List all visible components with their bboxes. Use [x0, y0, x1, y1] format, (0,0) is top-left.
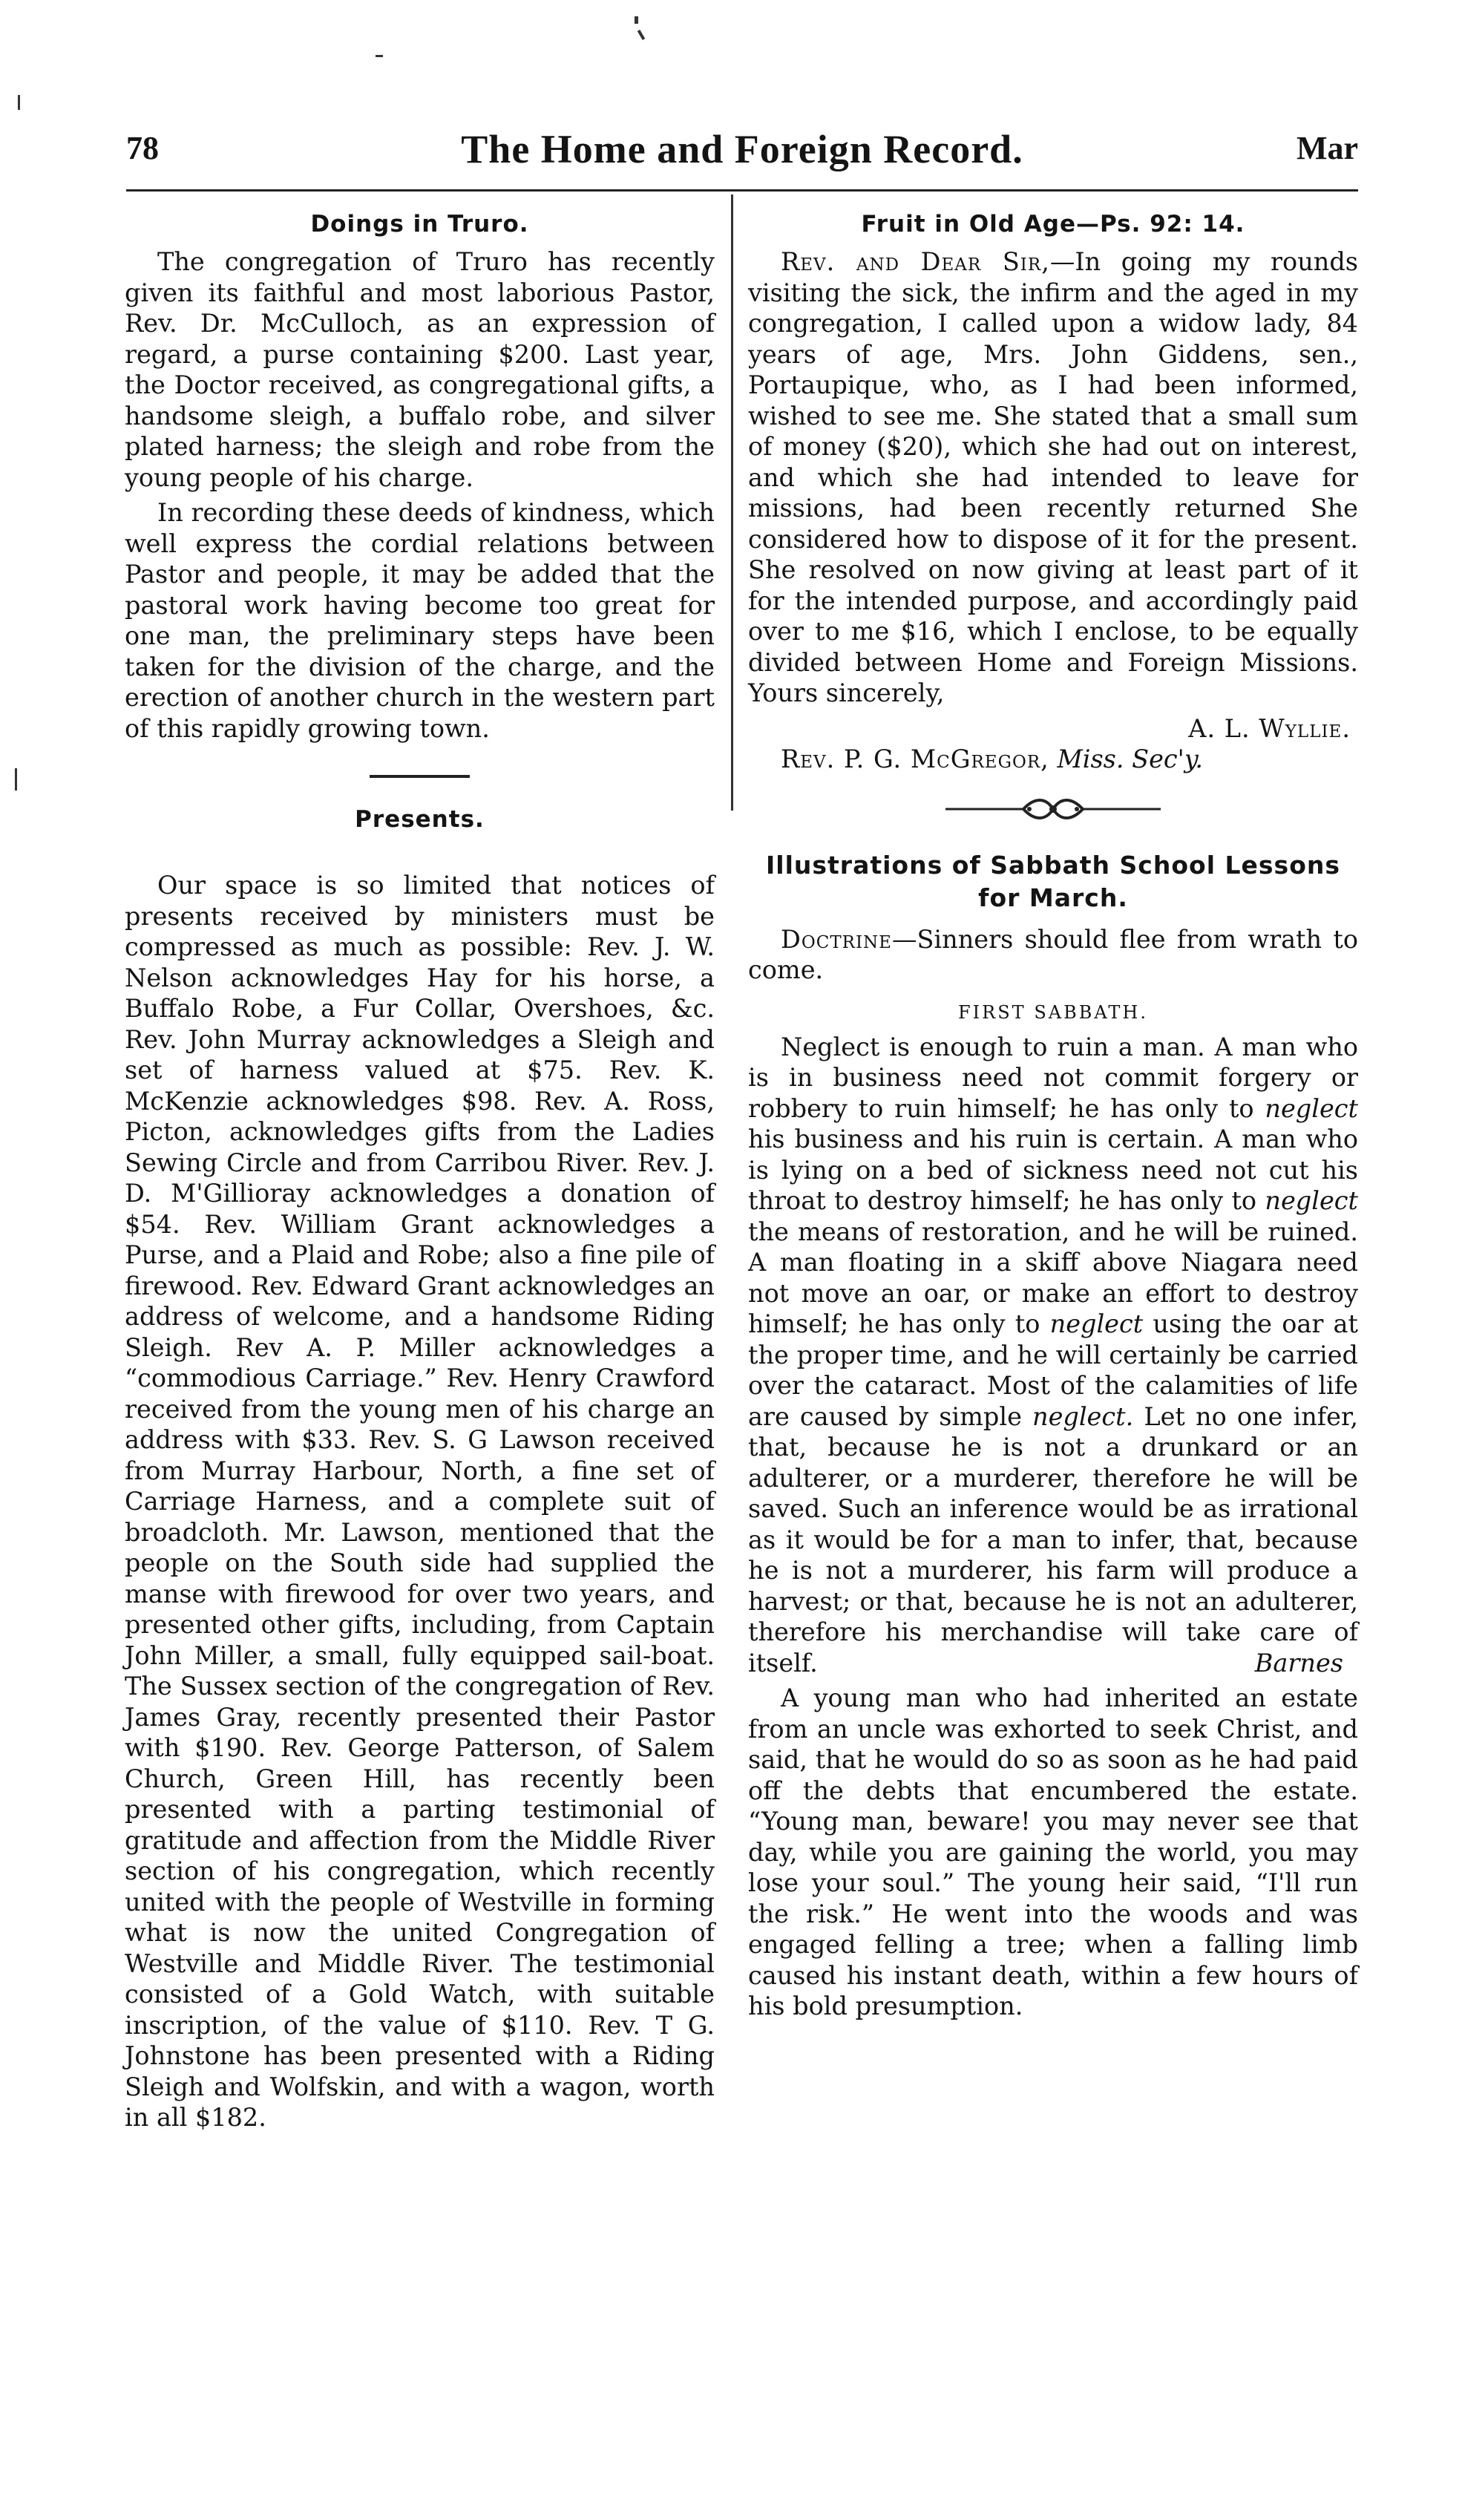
doctrine-line [748, 924, 1358, 986]
letter-salutation: Rev. and Dear Sir, [781, 247, 1050, 276]
scan-mark [15, 768, 17, 791]
truro-paragraph-1: The congregation of Truro has recently given its faithful and most laborious Pastor, Rev. Dr. McCulloch, as an expression of regard, a purse containing $200. Last year, the Doctor received, as congregational gifts, a handsome sleigh, a buffalo robe, and silver plated harness; the sleigh and robe from the young people of his charge. [125, 247, 715, 492]
neglect-emphasis-3: neglect [1049, 1309, 1144, 1339]
section-title-fruit: Fruit in Old Age—Ps. 92: 14. [861, 211, 1245, 238]
neglect-text-3: the means of restoration, and he will be ruined. A man floating in a skiff above Niagara need not move an oar, or make an effort to destroy himself; he has only to [748, 1217, 1358, 1339]
section-divider [370, 775, 470, 778]
section-title-truro: Doings in Truro. [310, 211, 529, 238]
scan-mark [18, 95, 20, 110]
truro-paragraph-2: In recording these deeds of kindness, which well express the cordial relations between Pastor and people, it may be added that the pastoral work having become too great for one man, the preliminary steps have been taken for the division of the charge, and the erection of another church in the western part of this rapidly growing town. [125, 498, 715, 743]
neglect-text-1: Neglect is enough to ruin a man. A man who is in business need not commit forgery or robbery to ruin himself; he has only to [748, 1032, 1358, 1123]
doctrine-text: —Sinners should flee from wrath to come. [748, 924, 1358, 985]
neglect-text-2: his business and his ruin is certain. A man who is lying on a bed of sickness need not cut his throat to destroy himself; he has only to [748, 1125, 1358, 1216]
neglect-emphasis-2: neglect [1265, 1186, 1358, 1216]
section-title-illustrations: Illustrations of Sabbath School Lessons for March. [765, 850, 1341, 913]
letter-text: —In going my rounds visiting the sick, the infirm and the aged in my congregation, I called upon a widow lady, 84 years of age, Mrs. John Giddens, sen., Portaupique, who, as I had been informed, wished to see me. She stated that a small sum of money ($20), which she had out on interest, and which she had intended to leave for missions, had been recently returned She considered how to dispose of it for the present. She resolved on now giving at least part of it for the intended purpose, and accordingly paid over to me $16, which I enclose, to be equally divided between Home and Foreign Missions. [748, 247, 1358, 677]
young-man-paragraph: A young man who had inherited an estate from an uncle was exhorted to seek Christ, and said, that he would do so as soon as he had paid off the debts that encumbered the estate. “Young man, beware! you may never see that day, while you are gaining the world, you may lose your soul.” The young heir said, “I'll run the risk.” He went into the woods and was engaged felling a tree; when a falling limb caused his instant death, within a few hours of his bold presumption. [748, 1683, 1358, 2021]
running-head [126, 126, 1358, 178]
fruit-letter-body [748, 246, 1358, 709]
section-title-presents: Presents. [355, 806, 485, 833]
ornamental-flourish-icon [942, 794, 1164, 824]
addressee-name: Rev. P. G. McGregor, [781, 744, 1049, 773]
scan-mark [376, 55, 383, 57]
page-number: 78 [126, 130, 159, 166]
neglect-text-5: Let no one infer, that, because he is not a drunkard or an adulterer, or a murderer, therefore he will be saved. Such an inference would be as irrational as it would be for a man to infer, that, because he is not a murderer, his farm will produce a harvest; or that, because he is not an adulterer, therefore his merchandise will take care of itself. [748, 1401, 1358, 1678]
doctrine-label: Doctrine [781, 924, 892, 954]
letter-signature: A. L. Wyllie. [1188, 713, 1351, 743]
column-divider [731, 194, 733, 811]
neglect-emphasis-4: neglect. [1032, 1401, 1134, 1431]
neglect-emphasis-1: neglect [1265, 1093, 1358, 1123]
addressee-role: Miss. Sec'y. [1057, 744, 1204, 773]
scan-mark [635, 16, 638, 24]
header-rule [126, 189, 1358, 192]
neglect-paragraph [748, 1032, 1358, 1679]
page-month: Mar [1296, 130, 1358, 166]
left-column [125, 200, 715, 2138]
letter-closing: Yours sincerely, [748, 678, 945, 707]
scan-mark [637, 30, 645, 40]
first-sabbath-subhead: FIRST SABBATH. [958, 1001, 1148, 1023]
letter-addressee [781, 744, 1358, 775]
right-column [748, 200, 1358, 2026]
presents-paragraph: Our space is so limited that notices of presents received by ministers must be compressed as much as possible: Rev. J. W. Nelson acknowledges Hay for his horse, a Buffalo Robe, a Fur Collar, Overshoes, &c. Rev. John Murray acknowledges a Sleigh and set of harness valued at $75. Rev. K. McKenzie acknowledges $98. Rev. A. Ross, Picton, acknowledges gifts from the Ladies Sewing Circle and from Carribou River. Rev. J. D. M'Gillioray acknowledges a donation of $54. Rev. William Grant acknowledges a Purse, and a Plaid and Robe; also a fine pile of firewood. Rev. Edward Grant acknowledges an address of welcome, and a handsome Riding Sleigh. Rev A. P. Miller acknowledges a “commodious Carriage.” Rev. Henry Crawford received from the young men of his charge an address with $33. Rev. S. G Lawson received from Murray Harbour, North, a fine set of Carriage Harness, and a complete suit of broadcloth. Mr. Lawson, mentioned that the people on the South side had supplied the manse with firewood for over two years, and presented other gifts, including, from Captain John Miller, a small, fully equipped sail-boat. The Sussex section of the congregation of Rev. James Gray, recently presented their Pastor with $190. Rev. George Patterson, of Salem Church, Green Hill, has recently been presented with a parting testimonial of gratitude and affection from the Middle River section of his congregation, which recently united with the people of Westville in forming what is now the united Congregation of Westville and Middle River. The testimonial consisted of a Gold Watch, with suitable inscription, of the value of $110. Rev. T G. Johnstone has been presented with a Riding Sleigh and Wolfskin, and with a wagon, worth in all $182. [125, 871, 715, 2132]
neglect-text-4: using the oar at the proper time, and he will certainly be carried over the cataract. Most of the calamities of life are caused by simple [748, 1309, 1358, 1431]
journal-title: The Home and Foreign Record. [461, 127, 1023, 171]
attribution-barnes: Barnes [1254, 1648, 1343, 1678]
